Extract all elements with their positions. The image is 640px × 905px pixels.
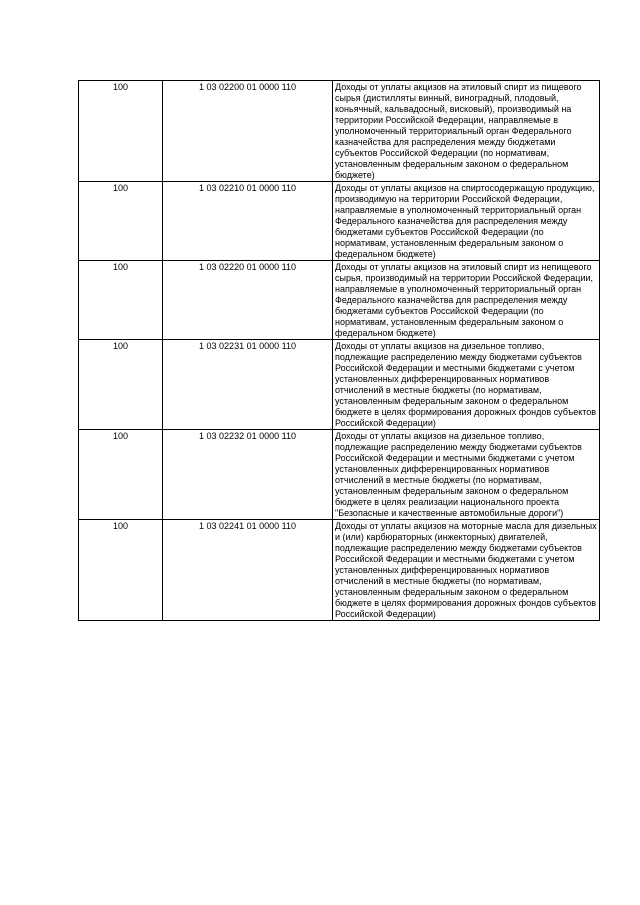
table-row: [79, 430, 600, 520]
table-row: [79, 520, 600, 621]
admin-code-cell: 100: [79, 430, 163, 520]
budget-code-cell: 1 03 02232 01 0000 110: [163, 430, 333, 520]
table-row: [79, 81, 600, 182]
admin-code-cell: 100: [79, 261, 163, 340]
budget-code-cell: 1 03 02220 01 0000 110: [163, 261, 333, 340]
revenue-name-cell: Доходы от уплаты акцизов на дизельное топливо, подлежащие распределению между бюджетами субъектов Российской Федерации и местными бюджетами с учетом установленных дифференцированных нормативов отчислений в местные бюджеты (по нормативам, установленным федеральным законом о федеральном бюджете в целях формирования дорожных фондов субъектов Российской Федерации): [333, 340, 600, 430]
admin-code-cell: 100: [79, 520, 163, 621]
table-row: [79, 340, 600, 430]
revenue-name-cell: Доходы от уплаты акцизов на этиловый спирт из непищевого сырья, производимый на территории Российской Федерации, направляемые в уполномоченный территориальный орган Федерального казначейства для распределения между бюджетами субъектов Российской Федерации (по нормативам, установленным федеральным законом о федеральном бюджете): [333, 261, 600, 340]
budget-code-cell: 1 03 02231 01 0000 110: [163, 340, 333, 430]
revenue-name-cell: Доходы от уплаты акцизов на этиловый спирт из пищевого сырья (дистилляты винный, виноградный, плодовый, коньячный, кальвадосный, висковый), производимый на территории Российской Федерации, направляемые в уполномоченный территориальный орган Федерального казначейства для распределения между бюджетами субъектов Российской Федерации (по нормативам, установленным федеральным законом о федеральном бюджете): [333, 81, 600, 182]
table-row: [79, 182, 600, 261]
budget-code-cell: 1 03 02241 01 0000 110: [163, 520, 333, 621]
table-row: [79, 261, 600, 340]
budget-code-cell: 1 03 02210 01 0000 110: [163, 182, 333, 261]
admin-code-cell: 100: [79, 340, 163, 430]
admin-code-cell: 100: [79, 81, 163, 182]
revenue-name-cell: Доходы от уплаты акцизов на моторные масла для дизельных и (или) карбюраторных (инжекторных) двигателей, подлежащие распределению между бюджетами субъектов Российской Федерации и местными бюджетами с учетом установленных дифференцированных нормативов отчислений в местные бюджеты (по нормативам, установленным федеральным законом о федеральном бюджете в целях формирования дорожных фондов субъектов Российской Федерации): [333, 520, 600, 621]
revenue-codes-table: [78, 80, 600, 621]
admin-code-cell: 100: [79, 182, 163, 261]
revenue-name-cell: Доходы от уплаты акцизов на спиртосодержащую продукцию, производимую на территории Российской Федерации, направляемые в уполномоченный территориальный орган Федерального казначейства для распределения между бюджетами субъектов Российской Федерации (по нормативам, установленным федеральным законом о федеральном бюджете): [333, 182, 600, 261]
budget-code-cell: 1 03 02200 01 0000 110: [163, 81, 333, 182]
revenue-name-cell: Доходы от уплаты акцизов на дизельное топливо, подлежащие распределению между бюджетами субъектов Российской Федерации и местными бюджетами с учетом установленных дифференцированных нормативов отчислений в местные бюджеты (по нормативам, установленным федеральным законом о федеральном бюджете в целях реализации национального проекта "Безопасные и качественные автомобильные дороги"): [333, 430, 600, 520]
